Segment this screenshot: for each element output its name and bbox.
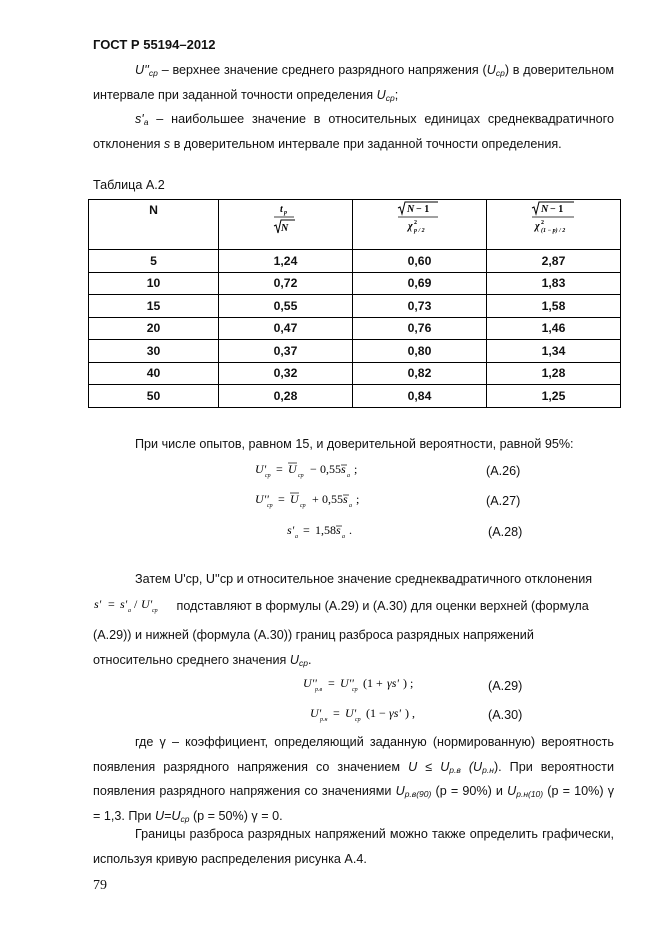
svg-text:а: а (347, 473, 350, 479)
symbol: U (507, 784, 517, 798)
svg-text:t: t (280, 204, 283, 215)
formula-sqrt-n1-over-chi-p (353, 200, 486, 246)
example-intro: При числе опытов, равном 15, и доверительной вероятности, равной 95%: (135, 437, 574, 451)
svg-text:N: N (541, 204, 549, 215)
symbol-sub: р.н (482, 764, 494, 775)
then-line-1: Затем U'ср, U''ср и относительное значение среднеквадратичного отклонения (135, 572, 593, 586)
svg-text:ср: ср (152, 608, 158, 614)
cell-n: 20 (89, 317, 219, 340)
svg-text:p: p (284, 210, 287, 216)
symbol-sub: р.н(10) (516, 789, 544, 799)
svg-text:/: / (134, 597, 138, 611)
svg-text:(1 − p) / 2: (1 − p) / 2 (541, 228, 566, 234)
gamma-paragraph (93, 730, 614, 828)
svg-text:а: а (342, 534, 345, 538)
table-row (89, 340, 621, 363)
text: относительно среднего значения (93, 653, 290, 667)
symbol-u: U (376, 87, 386, 102)
table-row (89, 272, 621, 295)
symbol: U (395, 784, 405, 798)
svg-text:p / 2: p / 2 (414, 228, 425, 234)
table-caption: Таблица А.2 (93, 178, 165, 192)
svg-text:ср: ср (300, 503, 306, 509)
equations-a26-a28 (250, 458, 390, 538)
table-row (89, 317, 621, 340)
svg-text:(1 +: (1 + (363, 676, 383, 690)
then-line-4 (93, 647, 614, 673)
symbol-sub: a (143, 117, 149, 127)
page-number: 79 (93, 878, 107, 893)
cell-chi-p: 0,82 (353, 362, 487, 385)
formula-s-ratio (93, 594, 173, 616)
svg-text:U'': U'' (255, 492, 269, 506)
cell-chi-p: 0,60 (353, 250, 487, 273)
cell-tp: 0,32 (219, 362, 353, 385)
svg-text:N: N (407, 204, 415, 215)
svg-text:N: N (281, 223, 289, 234)
svg-text:s': s' (287, 523, 295, 537)
svg-text:U: U (290, 492, 299, 506)
svg-text:р.в: р.в (315, 687, 323, 693)
symbol: U ≤ U (408, 759, 450, 774)
svg-text:;: ; (356, 492, 360, 506)
svg-text:=: = (276, 462, 283, 476)
svg-text:2: 2 (414, 220, 417, 226)
eq28-coefficient: 1,58 (315, 523, 336, 537)
svg-text:;: ; (354, 462, 358, 476)
symbol: U=U (154, 808, 181, 823)
symbol-sub: ср (148, 68, 158, 78)
cell-tp: 0,37 (219, 340, 353, 363)
text: (p = 90%) и (431, 784, 508, 798)
header-chi-1mp (487, 200, 621, 250)
svg-text:ср: ср (355, 717, 361, 723)
cell-chi-1mp: 1,46 (487, 317, 621, 340)
cell-tp: 0,28 (219, 385, 353, 408)
formula-tp-over-sqrt-n (219, 200, 352, 246)
cell-n: 40 (89, 362, 219, 385)
svg-text:−: − (310, 462, 317, 476)
svg-text:U'': U'' (340, 676, 354, 690)
text: . (307, 653, 312, 667)
table-row (89, 295, 621, 318)
symbol-u: U (289, 653, 299, 667)
symbol: (U (460, 759, 483, 774)
svg-text:+: + (312, 492, 319, 506)
cell-chi-1mp: 1,34 (487, 340, 621, 363)
final-paragraph: Границы разброса разрядных напряжений можно также определить графически, используя кривую распределения рисунка А.4. (93, 827, 614, 866)
svg-text:− 1: − 1 (550, 204, 564, 215)
then-line-2 (93, 593, 614, 619)
text: где γ – коэффициент, определяющий заданную (нормированную) вероятность появления разрядного напряжения со значением (93, 735, 614, 774)
svg-text:а: а (295, 534, 298, 538)
symbol-u: U (486, 63, 496, 77)
svg-text:р.н: р.н (320, 717, 328, 723)
eq26-coefficient: 0,55 (320, 462, 341, 476)
text: подставляют в формулы (А.29) и (А.30) для оценки верхней (формула (173, 599, 589, 613)
table-header-row (89, 200, 621, 250)
header-n (89, 200, 219, 250)
svg-text:ср: ср (298, 473, 304, 479)
cell-chi-p: 0,80 (353, 340, 487, 363)
svg-text:U: U (288, 462, 297, 476)
svg-text:s': s' (94, 597, 102, 611)
svg-text:ср: ср (267, 503, 273, 509)
symbol-s: s (163, 136, 171, 151)
cell-chi-p: 0,69 (353, 272, 487, 295)
svg-text:s: s (336, 523, 341, 537)
svg-text:ср: ср (265, 473, 271, 479)
symbol-sub: ср (298, 658, 308, 668)
cell-tp: 0,72 (219, 272, 353, 295)
cell-tp: 0,55 (219, 295, 353, 318)
svg-text:=: = (108, 597, 115, 611)
svg-text:γs': γs' (389, 706, 401, 720)
svg-text:) ;: ) ; (403, 676, 414, 690)
text: в доверительном интервале при заданной точности определения. (170, 136, 562, 151)
text: – наибольшее значение в относительных единицах среднеквадратичного отклонения (93, 112, 614, 151)
text: ) в доверительном интервале при заданной точности определения (93, 63, 614, 102)
intro-paragraph-2 (93, 107, 614, 156)
table-row (89, 362, 621, 385)
data-table (88, 199, 621, 408)
cell-n: 10 (89, 272, 219, 295)
then-line-3: (А.29)) и нижней (формула (А.30)) границ разброса разрядных напряжений (93, 628, 534, 642)
cell-chi-p: 0,73 (353, 295, 487, 318)
svg-text:а: а (349, 503, 352, 509)
text: (p = 50%) γ = 0. (189, 808, 283, 823)
svg-text:ср: ср (352, 687, 358, 693)
svg-text:2: 2 (541, 220, 544, 226)
svg-text:U': U' (255, 462, 267, 476)
text: ). При вероятности появления разрядного напряжения со значениями (93, 759, 614, 798)
cell-chi-1mp: 1,83 (487, 272, 621, 295)
header-tp-sqrtn (219, 200, 353, 250)
svg-text:s: s (341, 462, 346, 476)
symbol-s-a: s' (135, 112, 144, 126)
equation-number-a27: (А.27) (486, 494, 521, 508)
svg-text:=: = (303, 523, 310, 537)
cell-n: 15 (89, 295, 219, 318)
symbol-sub: р.в (449, 764, 461, 775)
text: (p = 10%) γ = 1,3. При (93, 784, 614, 823)
cell-chi-p: 0,84 (353, 385, 487, 408)
symbol-sub: р.в(90) (404, 789, 432, 799)
cell-chi-1mp: 1,28 (487, 362, 621, 385)
svg-text:а: а (128, 608, 131, 614)
equations-a29-a30 (300, 673, 440, 725)
svg-text:χ: χ (408, 221, 413, 232)
formula-sqrt-n1-over-chi-1mp (487, 200, 620, 246)
svg-text:− 1: − 1 (416, 204, 430, 215)
svg-text:=: = (333, 706, 340, 720)
cell-chi-1mp: 1,25 (487, 385, 621, 408)
svg-text:U': U' (141, 597, 153, 611)
svg-text:s': s' (120, 597, 128, 611)
equation-number-a30: (А.30) (488, 708, 523, 722)
svg-text:) ,: ) , (405, 706, 415, 720)
table-row (89, 385, 621, 408)
cell-n: 30 (89, 340, 219, 363)
svg-text:γs': γs' (387, 676, 399, 690)
svg-text:=: = (278, 492, 285, 506)
cell-tp: 0,47 (219, 317, 353, 340)
svg-text:U'': U'' (303, 676, 317, 690)
svg-text:=: = (328, 676, 335, 690)
cell-chi-1mp: 1,58 (487, 295, 621, 318)
symbol-sub: ср (180, 813, 190, 824)
header-chi-p (353, 200, 487, 250)
cell-chi-1mp: 2,87 (487, 250, 621, 273)
svg-text:s: s (343, 492, 348, 506)
cell-chi-p: 0,76 (353, 317, 487, 340)
svg-text:U': U' (345, 706, 357, 720)
equation-number-a28: (А.28) (488, 525, 523, 539)
symbol-sub: ср (385, 92, 395, 103)
symbol-u-upper: U'' (135, 63, 149, 77)
equation-number-a29: (А.29) (488, 679, 523, 693)
svg-text:.: . (349, 523, 352, 537)
eq27-coefficient: 0,55 (322, 492, 343, 506)
intro-paragraph-1 (93, 58, 614, 107)
standard-code: ГОСТ Р 55194–2012 (93, 37, 216, 52)
header-n-label: N (149, 203, 158, 217)
symbol-sub: ср (495, 68, 505, 78)
cell-tp: 1,24 (219, 250, 353, 273)
text: – верхнее значение среднего разрядного напряжения ( (157, 63, 487, 77)
svg-text:U': U' (310, 706, 322, 720)
equation-number-a26: (А.26) (486, 464, 521, 478)
cell-n: 50 (89, 385, 219, 408)
table-row (89, 250, 621, 273)
cell-n: 5 (89, 250, 219, 273)
text: ; (394, 87, 399, 102)
svg-text:χ: χ (535, 221, 540, 232)
svg-text:(1 −: (1 − (366, 706, 386, 720)
